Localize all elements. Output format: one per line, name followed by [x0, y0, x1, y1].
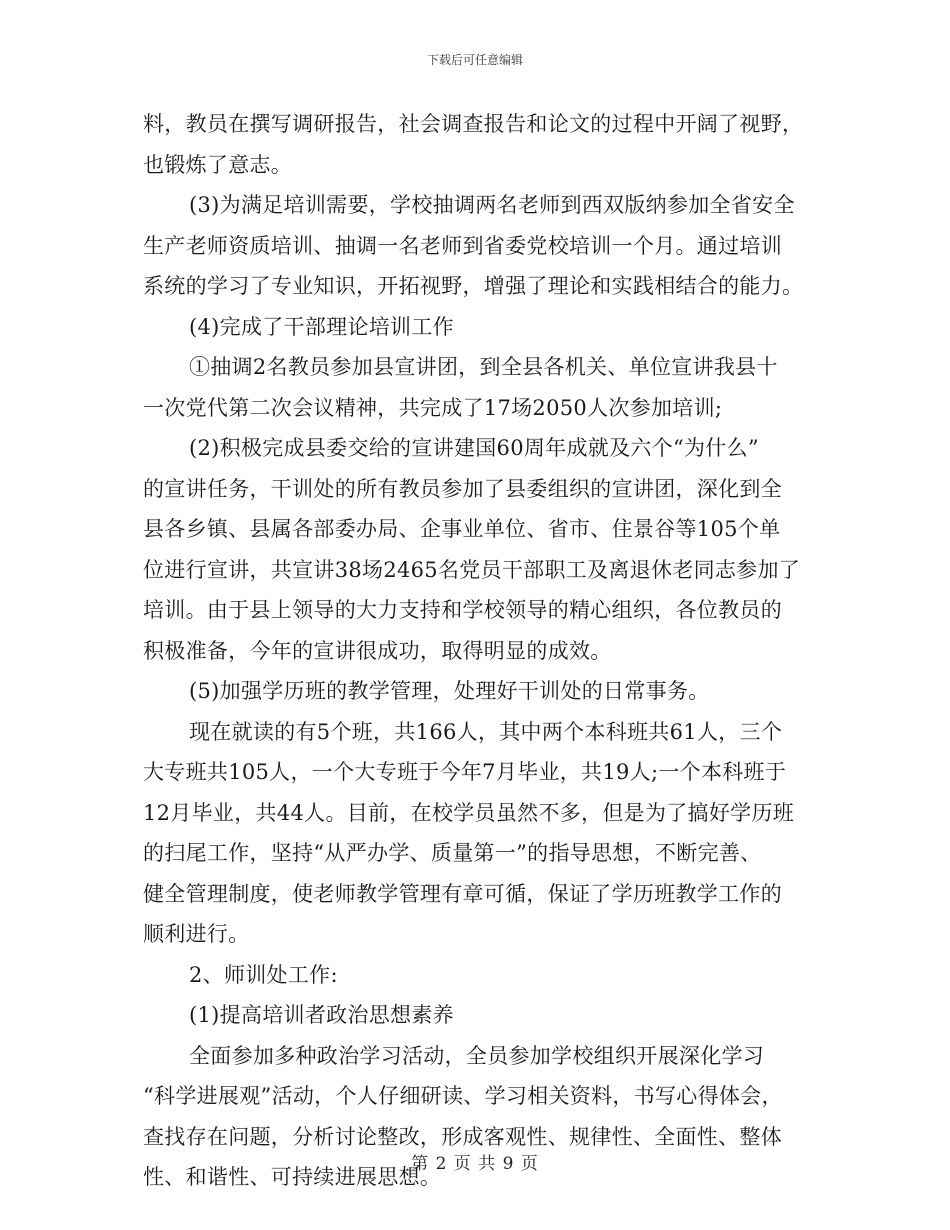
paragraph-line: 的扫尾工作，坚持“从严办学、质量第一”的指导思想，不断完善、 — [143, 841, 762, 865]
paragraph-line: 大专班共105人，一个大专班于今年7月毕业，共19人;一个本科班于 — [143, 760, 787, 784]
paragraph-line: (5)加强学历班的教学管理，处理好干训处的日常事务。 — [189, 679, 710, 703]
paragraph-line: 位进行宣讲，共宣讲38场2465名党员干部职工及离退休老同志参加了 — [143, 557, 801, 582]
paragraph-line: 也锻炼了意志。 — [143, 152, 293, 177]
paragraph-line: 现在就读的有5个班，共166人，其中两个本科班共61人，三个 — [189, 719, 783, 744]
paragraph-line: “科学进展观”活动，个人仔细研读、学习相关资料，书写心得体会， — [143, 1084, 783, 1108]
paragraph-line: 12月毕业，共44人。目前，在校学员虽然不多，但是为了搞好学历班 — [143, 800, 795, 825]
paragraph-line: 全面参加多种政治学习活动，全员参加学校组织开展深化学习 — [189, 1043, 765, 1068]
paragraph-line: 的宣讲任务，干训处的所有教员参加了县委组织的宣讲团，深化到全 — [143, 476, 782, 501]
paragraph-line: 查找存在问题，分析讨论整改，形成客观性、规律性、全面性、整体 — [143, 1124, 782, 1149]
paragraph-line: ①抽调2名教员参加县宣讲团，到全县各机关、单位宣讲我县十 — [189, 355, 778, 379]
paragraph-line: (2)积极完成县委交给的宣讲建国60周年成就及六个“为什么” — [189, 436, 759, 460]
paragraph-line: 县各乡镇、县属各部委办局、企事业单位、省市、住景谷等105个单 — [143, 517, 781, 541]
subsection-heading: (1)提高培训者政治思想素养 — [189, 1003, 454, 1027]
page-footer: 第 2 页 共 9 页 — [411, 1154, 539, 1174]
paragraph-line: 积极准备，今年的宣讲很成功，取得明显的成效。 — [143, 638, 612, 663]
paragraph-line: 顺利进行。 — [143, 922, 250, 946]
section-heading: 2、师训处工作: — [189, 962, 338, 987]
paragraph-line: 料，教员在撰写调研报告，社会调查报告和论文的过程中开阔了视野， — [143, 112, 804, 136]
paragraph-line: (4)完成了干部理论培训工作 — [189, 314, 454, 339]
body-text — [143, 104, 808, 1198]
paragraph-line: 性、和谐性、可持续进展思想。 — [143, 1165, 442, 1189]
paragraph-line: 系统的学习了专业知识，开拓视野，增强了理论和实践相结合的能力。 — [143, 274, 804, 298]
paragraph-line: 健全管理制度，使老师教学管理有章可循，保证了学历班教学工作的 — [143, 881, 782, 906]
paragraph-line: 生产老师资质培训、抽调一名老师到省委党校培训一个月。通过培训 — [143, 233, 782, 258]
paragraph-line: 培训。由于县上领导的大力支持和学校领导的精心组织，各位教员的 — [143, 598, 782, 622]
page-header: 下载后可任意编辑 — [426, 53, 523, 67]
paragraph-line: 一次党代第二次会议精神，共完成了17场2050人次参加培训; — [143, 395, 723, 420]
paragraph-line: (3)为满足培训需要，学校抽调两名老师到西双版纳参加全省安全 — [189, 193, 795, 217]
